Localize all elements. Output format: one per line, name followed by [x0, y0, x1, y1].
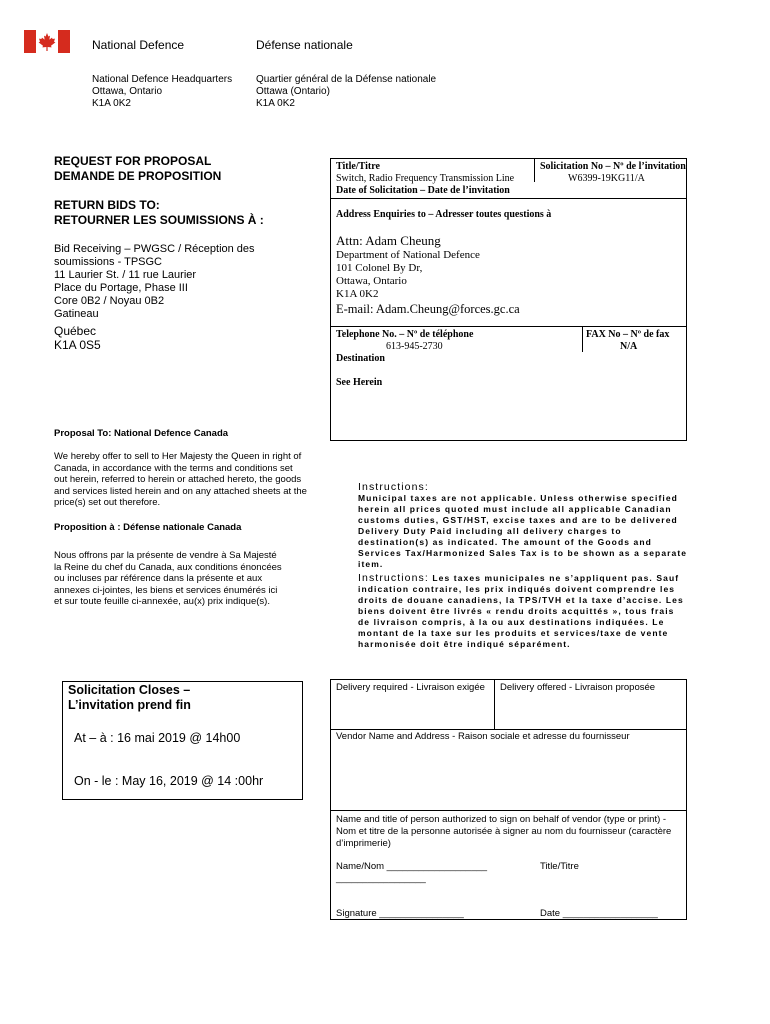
destination-label: Destination — [336, 353, 385, 364]
enquiries-address: Department of National Defence 101 Colonel By Dr, Ottawa, Ontario K1A 0K2 — [336, 249, 480, 300]
solicitation-number-value: W6399-19KG11/A — [568, 173, 645, 184]
telephone-label: Telephone No. – Nº de téléphone — [336, 329, 474, 340]
enquiries-attn: Attn: Adam Cheung — [336, 233, 441, 248]
bid-postal-code: K1A 0S5 — [54, 338, 101, 352]
date-field[interactable]: Date __________________ — [540, 908, 658, 919]
return-bids-title: RETURN BIDS TO: RETOURNER LES SOUMISSIONS À : — [54, 198, 264, 227]
destination-value: See Herein — [336, 377, 383, 388]
title-field[interactable]: Title/Titre — [540, 861, 579, 872]
canada-flag-icon — [24, 30, 70, 53]
rfp-title: REQUEST FOR PROPOSAL DEMANDE DE PROPOSITION — [54, 154, 222, 183]
proposal-to-en: Proposal To: National Defence Canada — [54, 428, 229, 439]
proposal-to-fr: Proposition à : Défense nationale Canada — [54, 522, 242, 533]
delivery-required-label: Delivery required - Livraison exigée — [336, 682, 485, 693]
dept-name-en: National Defence — [92, 38, 185, 52]
instructions-fr-text: Les taxes municipales ne s’appliquent pas. Sauf indication contraire, les prix indiqués doivent comprendre les droits de douane canadiens, la TPS/TVH et la taxe d’accise. Les biens doivent être livrés « rendu droits acquittés », tous frais de livraison compris, à la ou aux destinations indiquées. Le montant de la taxe sur les produits et services/taxe de vente harmonisée doit être indiqué séparément. — [358, 573, 684, 649]
address-en: National Defence Headquarters Ottawa, Ontario K1A 0K2 — [92, 74, 233, 109]
authorized-person-label: Name and title of person authorized to sign on behalf of vendor (type or print) - Nom et titre de la personne autorisée à signer au nom du fournisseur (caractère d’imprimerie) — [336, 814, 672, 849]
address-fr: Quartier général de la Défense nationale Ottawa (Ontario) K1A 0K2 — [256, 74, 437, 109]
signature-field[interactable]: Signature ________________ — [336, 908, 464, 919]
offer-text-fr: Nous offrons par la présente de vendre à Sa Majesté la Reine du chef du Canada, aux conditions énoncées ou incluses par référence dans la présente et aux annexes ci-jointes, les biens et services énumérés ici et sur toute feuille ci-annexée, au(x) prix indique(s). — [54, 550, 282, 607]
title-label: Title/Titre — [336, 161, 380, 172]
fax-label: FAX No – Nº de fax — [586, 329, 670, 340]
closing-at: At – à : 16 mai 2019 @ 14h00 — [74, 731, 241, 745]
instructions-en-text: Municipal taxes are not applicable. Unless otherwise specified herein all prices quoted must include all applicable Canadian customs duties, GST/HST, excise taxes and are to be delivered Delivery Duty Paid including all delivery charges to destination(s) as indicated. The amount of the Goods and Services Tax/Harmonized Sales Tax is to be shown as a separate item. — [358, 493, 688, 569]
instructions-fr — [358, 573, 688, 650]
delivery-offered-label: Delivery offered - Livraison proposée — [500, 682, 656, 693]
closing-on: On - le : May 16, 2019 @ 14 :00hr — [74, 774, 264, 788]
name-field[interactable]: Name/Nom ___________________ _________________ — [336, 861, 488, 884]
title-value: Switch, Radio Frequency Transmission Line — [336, 173, 515, 184]
instructions-fr-heading: Instructions: — [358, 572, 429, 584]
vendor-name-address-label: Vendor Name and Address - Raison sociale et adresse du fournisseur — [336, 731, 630, 742]
offer-text-en: We hereby offer to sell to Her Majesty the Queen in right of Canada, in accordance with the terms and conditions set out herein, referred to herein or attached hereto, the goods and services listed herein and on any attached sheets at the price(s) set out therefore. — [54, 451, 307, 508]
dept-name-fr: Défense nationale — [256, 38, 353, 52]
solicitation-date-label: Date of Solicitation – Date de l’invitation — [336, 185, 510, 196]
fax-value: N/A — [620, 341, 638, 352]
bid-province: Québec — [54, 324, 97, 338]
instructions-en — [358, 482, 688, 570]
enquiries-email: E-mail: Adam.Cheung@forces.gc.ca — [336, 302, 520, 316]
solicitation-number-label: Solicitation No – Nº de l’invitation — [540, 161, 686, 172]
instructions-en-heading: Instructions: — [358, 481, 429, 493]
telephone-value: 613-945-2730 — [386, 341, 443, 352]
bid-receiving-address: Bid Receiving – PWGSC / Réception des soumissions - TPSGC 11 Laurier St. / 11 rue Laurier Place du Portage, Phase III Core 0B2 / Noyau 0B2 Gatineau — [54, 243, 255, 320]
solicitation-closes-title: Solicitation Closes – L’invitation prend fin — [68, 683, 191, 712]
address-enquiries-label: Address Enquiries to – Adresser toutes questions à — [336, 209, 552, 220]
